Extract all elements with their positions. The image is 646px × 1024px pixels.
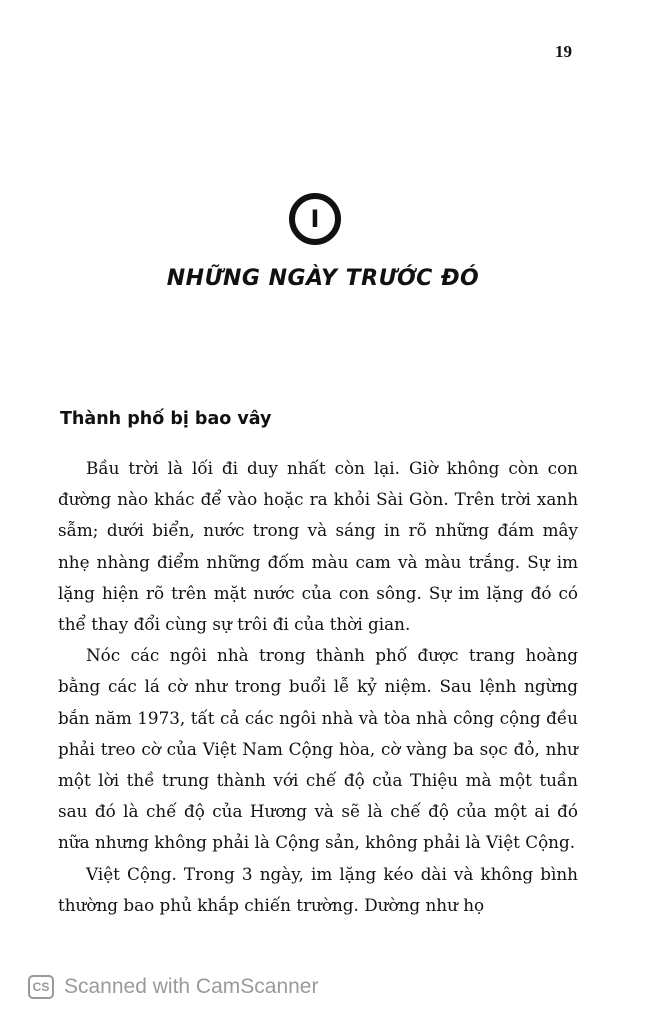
- chapter-number-badge: [289, 193, 341, 245]
- chapter-title: NHỮNG NGÀY TRƯỚC ĐÓ: [166, 266, 480, 291]
- camscanner-logo-icon: [28, 975, 54, 999]
- page-number: 19: [555, 42, 572, 61]
- paragraph-1: Bầu trời là lối đi duy nhất còn lại. Giờ không còn con đường nào khác để vào hoặc ra khỏi Sài Gòn. Trên trời xanh sẫm; dưới biển, nước trong và sáng in rõ những đám mây nhẹ nhàng điểm những đốm màu cam và màu trắng. Sự im lặng hiện rõ trên mặt nước của con sông. Sự im lặng đó có thể thay đổi cùng sự trôi đi của thời gian.: [58, 458, 578, 635]
- scanner-watermark: [28, 975, 318, 999]
- body-text: [58, 453, 578, 921]
- section-heading: Thành phố bị bao vây: [60, 409, 272, 429]
- chapter-number: I: [310, 205, 320, 233]
- paragraph-3: Việt Cộng. Trong 3 ngày, im lặng kéo dài và không bình thường bao phủ khắp chiến trường. Dường như họ: [58, 863, 578, 915]
- watermark-text: Scanned with CamScanner: [64, 975, 319, 998]
- camscanner-logo-text: CS: [32, 980, 50, 994]
- paragraph-2: Nóc các ngôi nhà trong thành phố được trang hoàng bằng các lá cờ như trong buổi lễ kỷ niệm. Sau lệnh ngừng bắn năm 1973, tất cả các ngôi nhà và tòa nhà công cộng đều phải treo cờ của Việt Nam Cộng hòa, cờ vàng ba sọc đỏ, như một lời thề trung thành với chế độ của Thiệu mà một tuần sau đó là chế độ của Hương và sẽ là chế độ của một ai đó nữa nhưng không phải là Cộng sản, không phải là Việt Cộng.: [58, 645, 578, 853]
